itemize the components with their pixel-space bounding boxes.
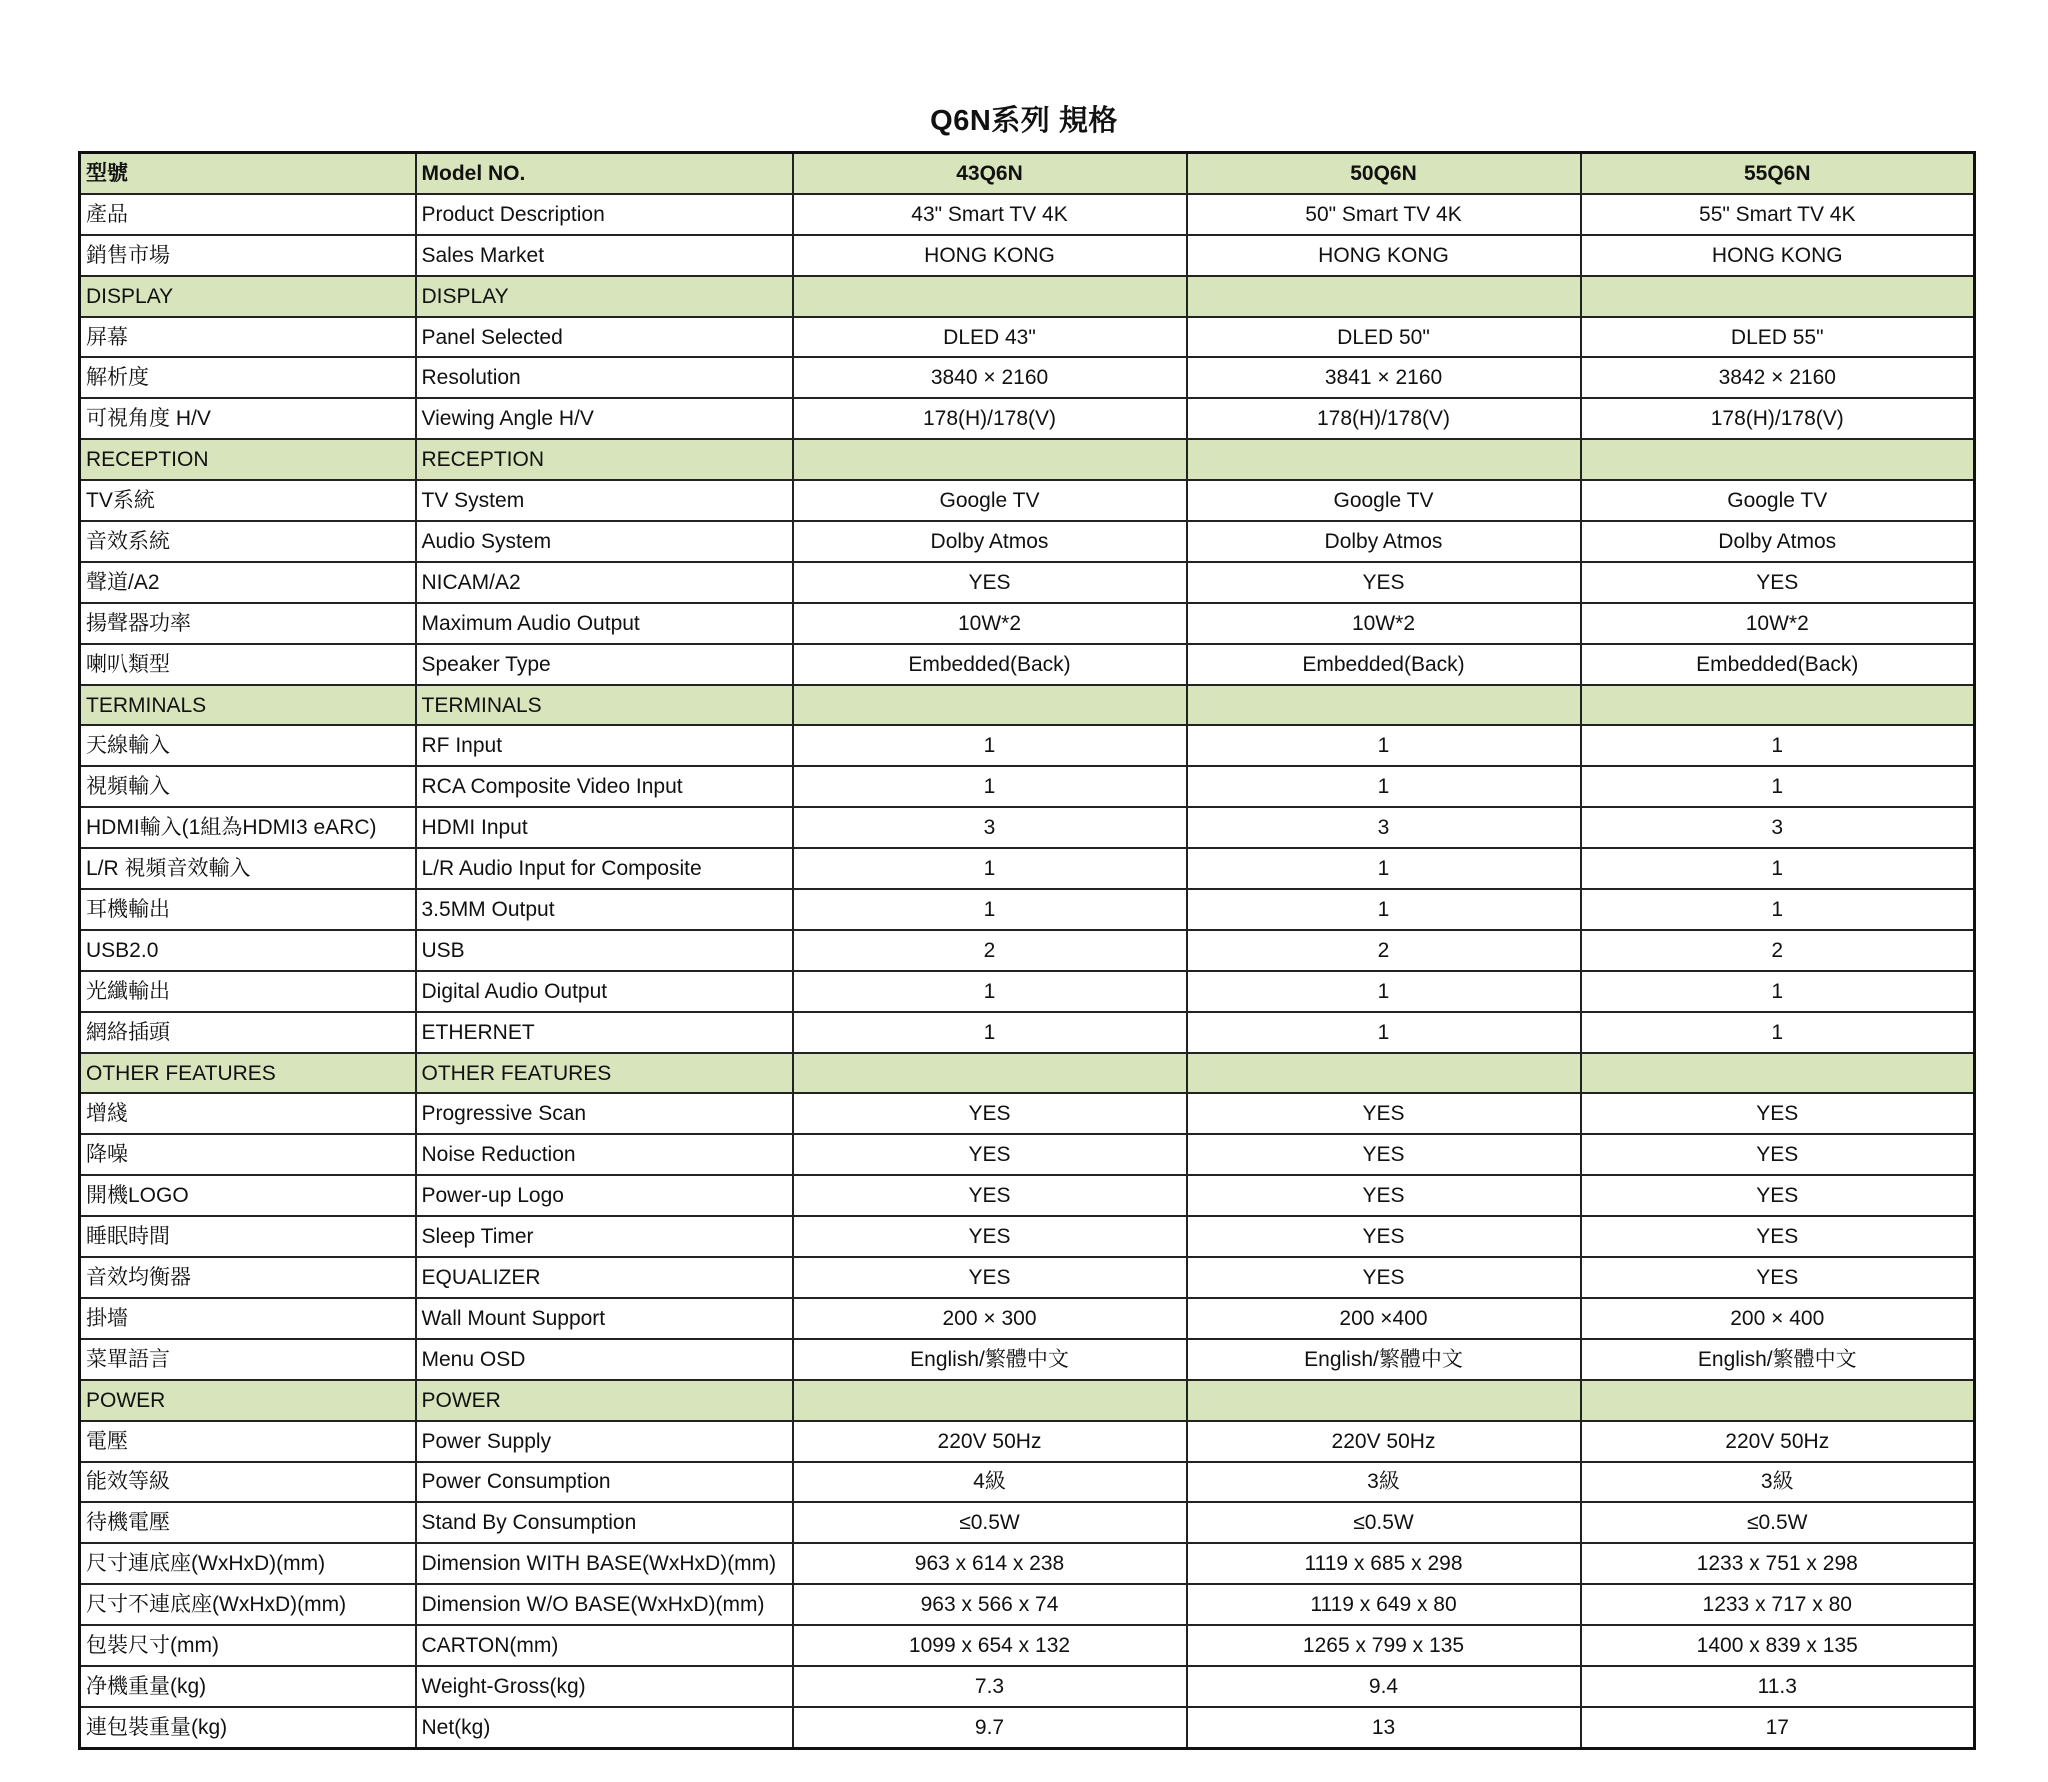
- value-43q6n: 1: [793, 766, 1187, 807]
- value-43q6n: [793, 276, 1187, 317]
- value-43q6n: English/繁體中文: [793, 1339, 1187, 1380]
- value-55q6n: HONG KONG: [1581, 235, 1975, 276]
- spec-row: [80, 848, 1975, 889]
- spec-row: [80, 1584, 1975, 1625]
- value-50q6n: 13: [1187, 1707, 1581, 1748]
- value-55q6n: 55" Smart TV 4K: [1581, 194, 1975, 235]
- spec-label-zh: 耳機輸出: [80, 889, 416, 930]
- spec-label-zh: OTHER FEATURES: [80, 1053, 416, 1094]
- value-43q6n: 4級: [793, 1462, 1187, 1503]
- spec-row: [80, 1175, 1975, 1216]
- value-55q6n: [1581, 685, 1975, 726]
- value-43q6n: Embedded(Back): [793, 644, 1187, 685]
- value-43q6n: YES: [793, 1257, 1187, 1298]
- value-43q6n: [793, 1053, 1187, 1094]
- value-50q6n: [1187, 1380, 1581, 1421]
- value-50q6n: 1: [1187, 1012, 1581, 1053]
- spec-label-zh: 光纖輸出: [80, 971, 416, 1012]
- spec-label-zh: 掛墻: [80, 1298, 416, 1339]
- value-50q6n: YES: [1187, 1134, 1581, 1175]
- value-55q6n: YES: [1581, 1134, 1975, 1175]
- value-43q6n: YES: [793, 1216, 1187, 1257]
- header-row: [80, 153, 1975, 194]
- value-43q6n: 220V 50Hz: [793, 1421, 1187, 1462]
- value-50q6n: 9.4: [1187, 1666, 1581, 1707]
- spec-label-zh: 待機電壓: [80, 1502, 416, 1543]
- value-50q6n: YES: [1187, 1093, 1581, 1134]
- value-55q6n: YES: [1581, 562, 1975, 603]
- spec-row: [80, 1543, 1975, 1584]
- spec-row: [80, 1298, 1975, 1339]
- spec-row: [80, 235, 1975, 276]
- value-43q6n: 2: [793, 930, 1187, 971]
- spec-label-zh: 睡眠時間: [80, 1216, 416, 1257]
- spec-row: [80, 930, 1975, 971]
- spec-row: [80, 1666, 1975, 1707]
- value-55q6n: 220V 50Hz: [1581, 1421, 1975, 1462]
- value-43q6n: [793, 1380, 1187, 1421]
- spec-label-zh: 屏幕: [80, 317, 416, 358]
- spec-row: [80, 480, 1975, 521]
- spec-label-zh: L/R 視頻音效輸入: [80, 848, 416, 889]
- value-43q6n: 1: [793, 889, 1187, 930]
- spec-label-en: Stand By Consumption: [416, 1502, 793, 1543]
- value-55q6n: 1: [1581, 889, 1975, 930]
- spec-label-en: RECEPTION: [416, 439, 793, 480]
- value-50q6n: [1187, 685, 1581, 726]
- spec-label-en: RF Input: [416, 725, 793, 766]
- value-55q6n: Dolby Atmos: [1581, 521, 1975, 562]
- spec-label-zh: 能效等級: [80, 1462, 416, 1503]
- value-43q6n: 43" Smart TV 4K: [793, 194, 1187, 235]
- spec-row: [80, 971, 1975, 1012]
- spec-label-zh: TV系統: [80, 480, 416, 521]
- spec-label-en: RCA Composite Video Input: [416, 766, 793, 807]
- value-55q6n: YES: [1581, 1093, 1975, 1134]
- spec-label-en: Dimension WITH BASE(WxHxD)(mm): [416, 1543, 793, 1584]
- value-55q6n: 1233 x 751 x 298: [1581, 1543, 1975, 1584]
- spec-table-body: [80, 153, 1975, 1749]
- value-55q6n: 1: [1581, 848, 1975, 889]
- value-43q6n: 178(H)/178(V): [793, 398, 1187, 439]
- value-43q6n: 1: [793, 1012, 1187, 1053]
- value-55q6n: 3級: [1581, 1462, 1975, 1503]
- spec-label-en: Weight-Gross(kg): [416, 1666, 793, 1707]
- value-55q6n: Embedded(Back): [1581, 644, 1975, 685]
- value-55q6n: Google TV: [1581, 480, 1975, 521]
- value-50q6n: 1: [1187, 848, 1581, 889]
- spec-label-en: Power Supply: [416, 1421, 793, 1462]
- value-43q6n: 3840 × 2160: [793, 357, 1187, 398]
- spec-label-zh: 包裝尺寸(mm): [80, 1625, 416, 1666]
- value-55q6n: [1581, 1380, 1975, 1421]
- value-43q6n: Google TV: [793, 480, 1187, 521]
- spec-row: [80, 194, 1975, 235]
- spec-row: [80, 521, 1975, 562]
- value-55q6n: [1581, 439, 1975, 480]
- spec-row: [80, 398, 1975, 439]
- spec-label-en: Dimension W/O BASE(WxHxD)(mm): [416, 1584, 793, 1625]
- spec-row: [80, 562, 1975, 603]
- header-en-cell: Model NO.: [416, 153, 793, 194]
- value-43q6n: 3: [793, 807, 1187, 848]
- value-43q6n: YES: [793, 1093, 1187, 1134]
- spec-label-zh: 聲道/A2: [80, 562, 416, 603]
- spec-row: [80, 1625, 1975, 1666]
- value-50q6n: 3: [1187, 807, 1581, 848]
- value-43q6n: DLED 43": [793, 317, 1187, 358]
- value-50q6n: HONG KONG: [1187, 235, 1581, 276]
- value-55q6n: 1: [1581, 1012, 1975, 1053]
- spec-label-en: Wall Mount Support: [416, 1298, 793, 1339]
- spec-label-zh: 開機LOGO: [80, 1175, 416, 1216]
- model-55-header: 55Q6N: [1581, 153, 1975, 194]
- section-row: [80, 439, 1975, 480]
- spec-label-en: HDMI Input: [416, 807, 793, 848]
- value-50q6n: 1119 x 685 x 298: [1187, 1543, 1581, 1584]
- spec-label-en: Viewing Angle H/V: [416, 398, 793, 439]
- value-50q6n: 1: [1187, 725, 1581, 766]
- spec-row: [80, 1707, 1975, 1748]
- spec-row: [80, 1502, 1975, 1543]
- spec-table: [78, 151, 1976, 1750]
- spec-label-en: Product Description: [416, 194, 793, 235]
- spec-label-zh: 連包裝重量(kg): [80, 1707, 416, 1748]
- section-row: [80, 1380, 1975, 1421]
- spec-label-zh: 可視角度 H/V: [80, 398, 416, 439]
- value-50q6n: Dolby Atmos: [1187, 521, 1581, 562]
- value-55q6n: 1: [1581, 725, 1975, 766]
- value-55q6n: 1: [1581, 971, 1975, 1012]
- value-43q6n: 1: [793, 725, 1187, 766]
- spec-label-zh: TERMINALS: [80, 685, 416, 726]
- spec-label-zh: 增綫: [80, 1093, 416, 1134]
- value-50q6n: [1187, 1053, 1581, 1094]
- spec-label-en: Audio System: [416, 521, 793, 562]
- spec-row: [80, 644, 1975, 685]
- section-row: [80, 1053, 1975, 1094]
- spec-label-en: Resolution: [416, 357, 793, 398]
- spec-label-en: Menu OSD: [416, 1339, 793, 1380]
- value-55q6n: 1233 x 717 x 80: [1581, 1584, 1975, 1625]
- spec-label-zh: 喇叭類型: [80, 644, 416, 685]
- value-55q6n: YES: [1581, 1257, 1975, 1298]
- spec-row: [80, 1339, 1975, 1380]
- spec-label-zh: 電壓: [80, 1421, 416, 1462]
- value-50q6n: YES: [1187, 1175, 1581, 1216]
- value-55q6n: ≤0.5W: [1581, 1502, 1975, 1543]
- value-55q6n: 1: [1581, 766, 1975, 807]
- spec-label-zh: HDMI輸入(1組為HDMI3 eARC): [80, 807, 416, 848]
- spec-label-en: Noise Reduction: [416, 1134, 793, 1175]
- spec-label-en: 3.5MM Output: [416, 889, 793, 930]
- spec-label-zh: USB2.0: [80, 930, 416, 971]
- value-43q6n: [793, 685, 1187, 726]
- value-55q6n: 3842 × 2160: [1581, 357, 1975, 398]
- spec-label-en: EQUALIZER: [416, 1257, 793, 1298]
- value-55q6n: YES: [1581, 1175, 1975, 1216]
- spec-row: [80, 725, 1975, 766]
- spec-label-en: Power Consumption: [416, 1462, 793, 1503]
- value-55q6n: 10W*2: [1581, 603, 1975, 644]
- value-50q6n: 3841 × 2160: [1187, 357, 1581, 398]
- value-50q6n: [1187, 439, 1581, 480]
- section-row: [80, 276, 1975, 317]
- value-43q6n: 7.3: [793, 1666, 1187, 1707]
- spec-label-zh: 净機重量(kg): [80, 1666, 416, 1707]
- spec-label-zh: 尺寸不連底座(WxHxD)(mm): [80, 1584, 416, 1625]
- value-43q6n: 10W*2: [793, 603, 1187, 644]
- value-43q6n: 1: [793, 848, 1187, 889]
- value-50q6n: 200 ×400: [1187, 1298, 1581, 1339]
- spec-label-zh: 音效系統: [80, 521, 416, 562]
- spec-row: [80, 1216, 1975, 1257]
- value-50q6n: English/繁體中文: [1187, 1339, 1581, 1380]
- spec-label-en: POWER: [416, 1380, 793, 1421]
- value-50q6n: 50" Smart TV 4K: [1187, 194, 1581, 235]
- spec-row: [80, 317, 1975, 358]
- spec-label-zh: 降噪: [80, 1134, 416, 1175]
- spec-label-en: Speaker Type: [416, 644, 793, 685]
- value-43q6n: [793, 439, 1187, 480]
- spec-label-en: L/R Audio Input for Composite: [416, 848, 793, 889]
- value-55q6n: 17: [1581, 1707, 1975, 1748]
- page-title: Q6N系列 規格: [930, 105, 1118, 137]
- spec-label-en: CARTON(mm): [416, 1625, 793, 1666]
- spec-label-en: NICAM/A2: [416, 562, 793, 603]
- spec-label-zh: 銷售市場: [80, 235, 416, 276]
- spec-row: [80, 1462, 1975, 1503]
- spec-label-en: Progressive Scan: [416, 1093, 793, 1134]
- spec-label-zh: 天線輸入: [80, 725, 416, 766]
- spec-label-zh: POWER: [80, 1380, 416, 1421]
- spec-label-zh: RECEPTION: [80, 439, 416, 480]
- value-50q6n: Embedded(Back): [1187, 644, 1581, 685]
- spec-row: [80, 357, 1975, 398]
- value-43q6n: YES: [793, 1134, 1187, 1175]
- spec-label-zh: 網絡插頭: [80, 1012, 416, 1053]
- value-55q6n: [1581, 1053, 1975, 1094]
- value-55q6n: English/繁體中文: [1581, 1339, 1975, 1380]
- spec-row: [80, 1134, 1975, 1175]
- spec-label-zh: 產品: [80, 194, 416, 235]
- value-50q6n: 10W*2: [1187, 603, 1581, 644]
- spec-label-en: TERMINALS: [416, 685, 793, 726]
- value-43q6n: 963 x 614 x 238: [793, 1543, 1187, 1584]
- spec-label-en: Power-up Logo: [416, 1175, 793, 1216]
- value-43q6n: 963 x 566 x 74: [793, 1584, 1187, 1625]
- value-43q6n: Dolby Atmos: [793, 521, 1187, 562]
- spec-row: [80, 1012, 1975, 1053]
- spec-row: [80, 1421, 1975, 1462]
- spec-row: [80, 889, 1975, 930]
- value-55q6n: YES: [1581, 1216, 1975, 1257]
- value-43q6n: ≤0.5W: [793, 1502, 1187, 1543]
- spec-label-zh: 揚聲器功率: [80, 603, 416, 644]
- spec-label-zh: 解析度: [80, 357, 416, 398]
- value-50q6n: 2: [1187, 930, 1581, 971]
- spec-row: [80, 603, 1975, 644]
- value-43q6n: YES: [793, 562, 1187, 603]
- spec-label-en: Net(kg): [416, 1707, 793, 1748]
- value-55q6n: DLED 55": [1581, 317, 1975, 358]
- value-43q6n: YES: [793, 1175, 1187, 1216]
- spec-label-en: USB: [416, 930, 793, 971]
- spec-label-en: OTHER FEATURES: [416, 1053, 793, 1094]
- model-43-header: 43Q6N: [793, 153, 1187, 194]
- value-43q6n: HONG KONG: [793, 235, 1187, 276]
- value-50q6n: 3級: [1187, 1462, 1581, 1503]
- value-50q6n: 1: [1187, 766, 1581, 807]
- value-50q6n: 1: [1187, 889, 1581, 930]
- header-zh-cell: 型號: [80, 153, 416, 194]
- spec-label-en: Digital Audio Output: [416, 971, 793, 1012]
- spec-row: [80, 1257, 1975, 1298]
- spec-label-en: TV System: [416, 480, 793, 521]
- section-row: [80, 685, 1975, 726]
- spec-label-en: Maximum Audio Output: [416, 603, 793, 644]
- value-50q6n: YES: [1187, 562, 1581, 603]
- spec-label-zh: 菜單語言: [80, 1339, 416, 1380]
- value-50q6n: 1119 x 649 x 80: [1187, 1584, 1581, 1625]
- value-43q6n: 1099 x 654 x 132: [793, 1625, 1187, 1666]
- spec-row: [80, 766, 1975, 807]
- spec-label-zh: 音效均衡器: [80, 1257, 416, 1298]
- spec-label-en: ETHERNET: [416, 1012, 793, 1053]
- value-55q6n: 200 × 400: [1581, 1298, 1975, 1339]
- spec-label-en: Sales Market: [416, 235, 793, 276]
- value-55q6n: [1581, 276, 1975, 317]
- spec-label-en: Sleep Timer: [416, 1216, 793, 1257]
- model-50-header: 50Q6N: [1187, 153, 1581, 194]
- value-50q6n: [1187, 276, 1581, 317]
- value-43q6n: 1: [793, 971, 1187, 1012]
- spec-label-en: Panel Selected: [416, 317, 793, 358]
- value-50q6n: 1: [1187, 971, 1581, 1012]
- spec-row: [80, 807, 1975, 848]
- value-55q6n: 1400 x 839 x 135: [1581, 1625, 1975, 1666]
- value-50q6n: ≤0.5W: [1187, 1502, 1581, 1543]
- value-50q6n: YES: [1187, 1257, 1581, 1298]
- spec-label-zh: 尺寸連底座(WxHxD)(mm): [80, 1543, 416, 1584]
- spec-label-zh: 視頻輸入: [80, 766, 416, 807]
- value-43q6n: 9.7: [793, 1707, 1187, 1748]
- value-55q6n: 2: [1581, 930, 1975, 971]
- value-50q6n: 178(H)/178(V): [1187, 398, 1581, 439]
- value-55q6n: 3: [1581, 807, 1975, 848]
- spec-row: [80, 1093, 1975, 1134]
- value-50q6n: 1265 x 799 x 135: [1187, 1625, 1581, 1666]
- value-50q6n: YES: [1187, 1216, 1581, 1257]
- spec-label-zh: DISPLAY: [80, 276, 416, 317]
- value-50q6n: 220V 50Hz: [1187, 1421, 1581, 1462]
- value-55q6n: 11.3: [1581, 1666, 1975, 1707]
- value-50q6n: DLED 50": [1187, 317, 1581, 358]
- value-43q6n: 200 × 300: [793, 1298, 1187, 1339]
- value-50q6n: Google TV: [1187, 480, 1581, 521]
- spec-label-en: DISPLAY: [416, 276, 793, 317]
- value-55q6n: 178(H)/178(V): [1581, 398, 1975, 439]
